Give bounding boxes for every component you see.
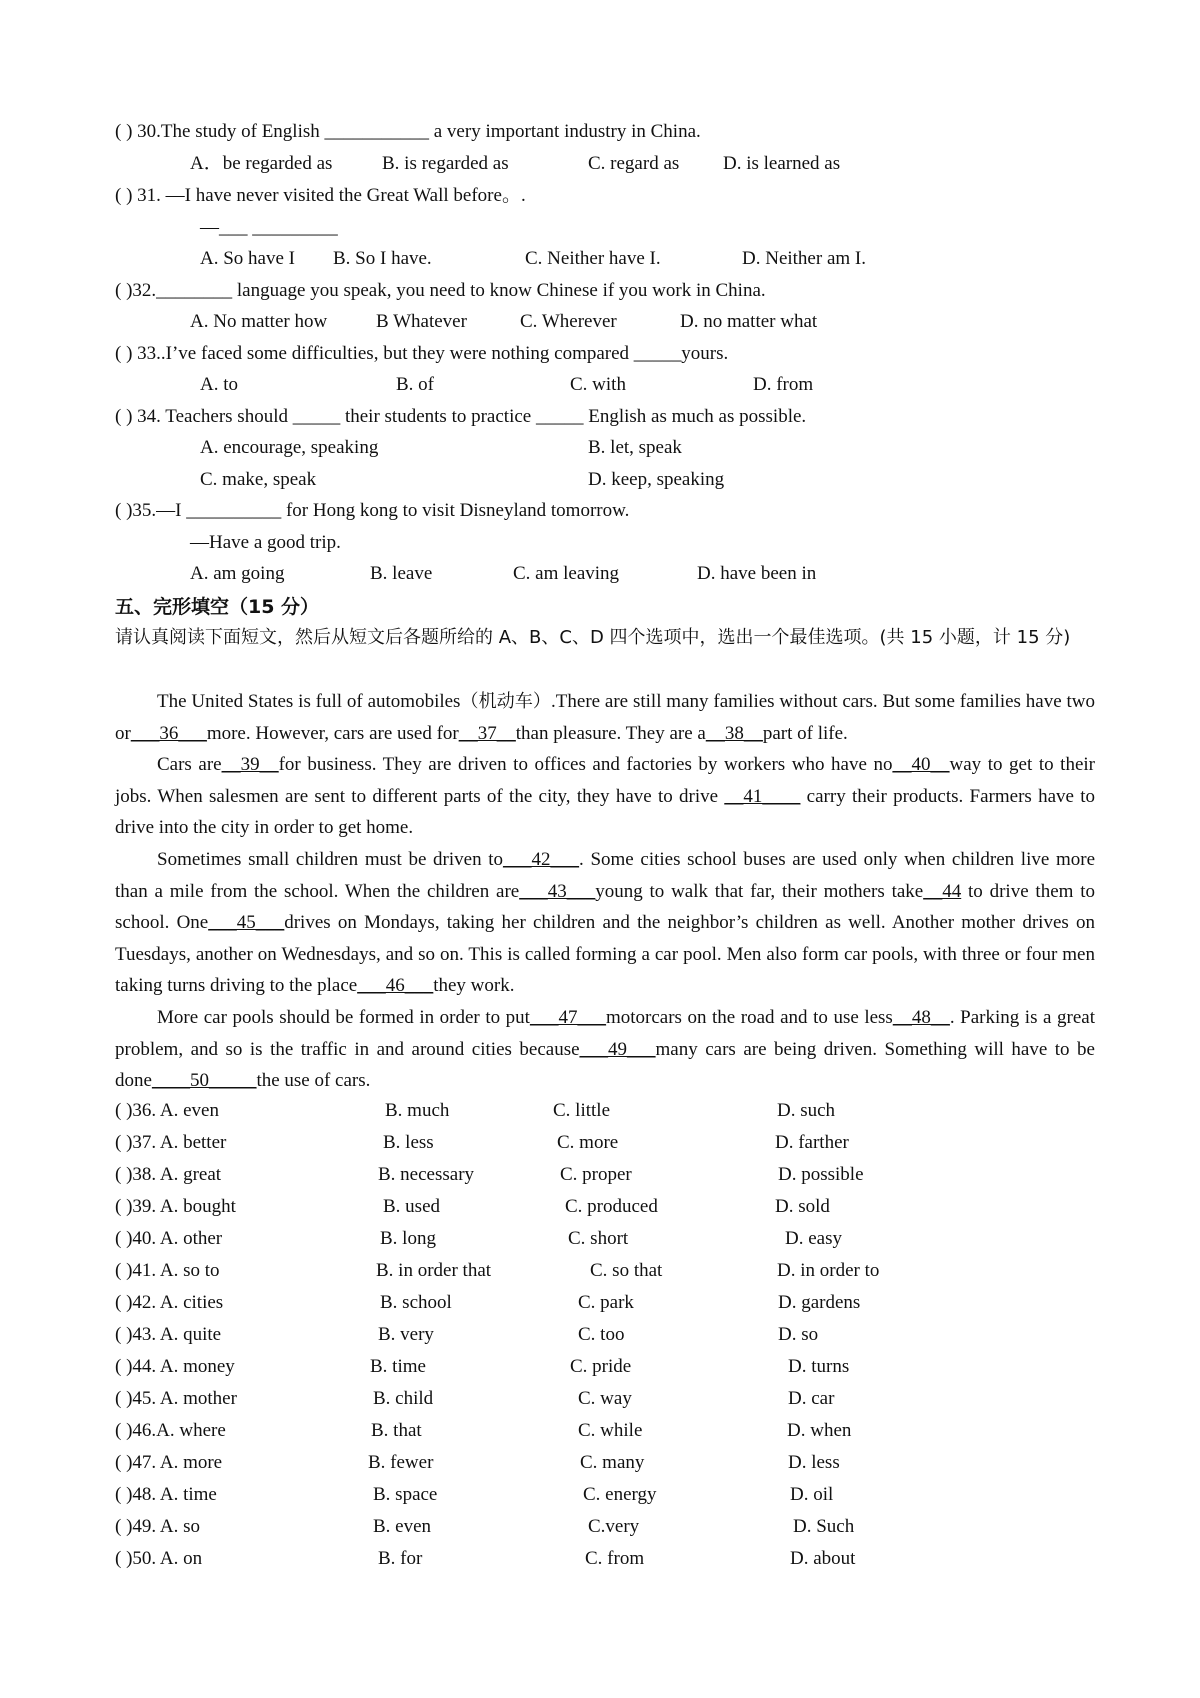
cloze-45-option-a: ( )45. A. mother xyxy=(115,1388,237,1409)
cloze-43-option-d: D. so xyxy=(778,1324,819,1345)
cloze-42-option-d: D. gardens xyxy=(778,1292,861,1313)
cloze-41-option-d: D. in order to xyxy=(777,1260,880,1281)
q32-option-a: A. No matter how xyxy=(190,311,328,332)
cloze-42-option-a: ( )42. A. cities xyxy=(115,1292,224,1313)
section-instruction: 请认真阅读下面短文，然后从短文后各题所给的 A、B、C、D 四个选项中，选出一个最佳选项。(共 15 小题，计 15 分) xyxy=(115,627,1071,648)
passage-paragraph-3: Sometimes small children must be driven to___42___. Some cities school buses are used only when children live more than a mile from the school. When the children are___43___young to walk that far, their mothers take__44 to drive them to school. One___45___drives on Mondays, taking her children and the neighbor’s children as well. Another mother drives on Tuesdays, another on Wednesdays, and so on. This is called forming a car pool. Men also form car pools, with three or four men taking turns driving to the place___46___they work. xyxy=(115,848,1095,997)
cloze-46-option-c: C. while xyxy=(578,1420,643,1441)
q33-option-a: A. to xyxy=(200,374,238,395)
cloze-36-option-a: ( )36. A. even xyxy=(115,1100,219,1121)
q34-option-a: A. encourage, speaking xyxy=(200,437,379,458)
cloze-50-option-a: ( )50. A. on xyxy=(115,1548,203,1569)
cloze-38-option-a: ( )38. A. great xyxy=(115,1164,222,1185)
cloze-50-option-b: B. for xyxy=(378,1548,423,1569)
blank-37: __37__ xyxy=(458,722,516,744)
cloze-40-option-a: ( )40. A. other xyxy=(115,1228,223,1249)
q34-option-c: C. make, speak xyxy=(200,469,317,490)
q30-option-d: D. is learned as xyxy=(723,153,841,174)
q35-reply: —Have a good trip. xyxy=(190,532,341,553)
cloze-49-option-c: C.very xyxy=(588,1516,640,1537)
blank-48: __48__ xyxy=(892,1006,950,1028)
cloze-40-option-c: C. short xyxy=(568,1228,629,1249)
q32-option-d: D. no matter what xyxy=(680,311,818,332)
cloze-47-option-d: D. less xyxy=(788,1452,840,1473)
question-33-stem: ( ) 33..I’ve faced some difficulties, but they were nothing compared _____yours. xyxy=(115,343,729,364)
blank-40: __40__ xyxy=(892,754,950,776)
cloze-39-option-d: D. sold xyxy=(775,1196,830,1217)
question-34-stem: ( ) 34. Teachers should _____ their students to practice _____ English as much as possible. xyxy=(115,406,807,427)
cloze-41-option-a: ( )41. A. so to xyxy=(115,1260,220,1281)
cloze-36-option-b: B. much xyxy=(385,1100,450,1121)
q35-option-c: C. am leaving xyxy=(513,563,620,584)
cloze-42-option-c: C. park xyxy=(578,1292,634,1313)
cloze-44-option-a: ( )44. A. money xyxy=(115,1356,235,1377)
q31-option-d: D. Neither am I. xyxy=(742,248,866,269)
cloze-40-option-d: D. easy xyxy=(785,1228,842,1249)
cloze-47-option-b: B. fewer xyxy=(368,1452,434,1473)
cloze-48-option-b: B. space xyxy=(373,1484,438,1505)
cloze-38-option-d: D. possible xyxy=(778,1164,864,1185)
cloze-37-option-c: C. more xyxy=(557,1132,619,1153)
cloze-46-option-a: ( )46.A. where xyxy=(115,1420,226,1441)
q30-option-b: B. is regarded as xyxy=(382,153,509,174)
blank-44: __44 xyxy=(923,880,962,902)
q35-option-b: B. leave xyxy=(370,563,433,584)
blank-38: __38__ xyxy=(705,722,763,744)
cloze-40-option-b: B. long xyxy=(380,1228,436,1249)
blank-49: ___49___ xyxy=(579,1038,656,1060)
cloze-48-option-c: C. energy xyxy=(583,1484,657,1505)
cloze-44-option-b: B. time xyxy=(370,1356,426,1377)
section-title: 五、完形填空（15 分） xyxy=(115,596,320,618)
cloze-36-option-d: D. such xyxy=(777,1100,836,1121)
cloze-45-option-d: D. car xyxy=(788,1388,835,1409)
cloze-42-option-b: B. school xyxy=(380,1292,452,1313)
cloze-37-option-a: ( )37. A. better xyxy=(115,1132,227,1153)
question-30-stem: ( ) 30.The study of English ___________ a very important industry in China. xyxy=(115,121,701,142)
q32-option-b: B Whatever xyxy=(376,311,467,332)
q33-option-c: C. with xyxy=(570,374,626,395)
cloze-43-option-c: C. too xyxy=(578,1324,625,1345)
blank-46: ___46___ xyxy=(357,975,434,997)
cloze-41-option-c: C. so that xyxy=(590,1260,663,1281)
cloze-39-option-b: B. used xyxy=(383,1196,440,1217)
passage-paragraph-4: More car pools should be formed in order to put___47___motorcars on the road and to use less__48__. Parking is a great problem, and so is the traffic in and around cities because___49___many cars are being driven. Something will have to be done____50_____the use of cars. xyxy=(115,1006,1095,1092)
cloze-49-option-d: D. Such xyxy=(793,1516,855,1537)
cloze-37-option-d: D. farther xyxy=(775,1132,849,1153)
cloze-50-option-c: C. from xyxy=(585,1548,645,1569)
q31-option-a: A. So have I xyxy=(200,248,295,269)
cloze-41-option-b: B. in order that xyxy=(376,1260,492,1281)
cloze-44-option-d: D. turns xyxy=(788,1356,850,1377)
cloze-44-option-c: C. pride xyxy=(570,1356,632,1377)
cloze-46-option-d: D. when xyxy=(787,1420,852,1441)
cloze-39-option-a: ( )39. A. bought xyxy=(115,1196,236,1217)
cloze-47-option-c: C. many xyxy=(580,1452,645,1473)
q30-option-c: C. regard as xyxy=(588,153,680,174)
q34-option-d: D. keep, speaking xyxy=(588,469,725,490)
question-31-stem: ( ) 31. —I have never visited the Great Wall before。. xyxy=(115,185,526,206)
blank-41: __41____ xyxy=(724,785,801,807)
cloze-43-option-b: B. very xyxy=(378,1324,434,1345)
cloze-48-option-a: ( )48. A. time xyxy=(115,1484,217,1505)
cloze-passage xyxy=(115,686,1095,1097)
question-32-stem: ( )32.________ language you speak, you need to know Chinese if you work in China. xyxy=(115,280,766,301)
blank-43: ___43___ xyxy=(519,880,596,902)
cloze-49-option-b: B. even xyxy=(373,1516,432,1537)
cloze-45-option-b: B. child xyxy=(373,1388,434,1409)
q31-option-b: B. So I have. xyxy=(333,248,432,269)
cloze-37-option-b: B. less xyxy=(383,1132,434,1153)
q35-option-a: A. am going xyxy=(190,563,285,584)
q31-reply: —___ _________ xyxy=(200,217,338,238)
cloze-36-option-c: C. little xyxy=(553,1100,610,1121)
cloze-38-option-c: C. proper xyxy=(560,1164,632,1185)
q32-option-c: C. Wherever xyxy=(520,311,617,332)
cloze-49-option-a: ( )49. A. so xyxy=(115,1516,200,1537)
passage-paragraph-2: Cars are__39__for business. They are driven to offices and factories by workers who have no__40__way to get to their jobs. When salesmen are sent to different parts of the city, they have to drive __41____ carry their products. Farmers have to drive into the city in order to get home. xyxy=(115,754,1096,839)
q33-option-d: D. from xyxy=(753,374,814,395)
q33-option-b: B. of xyxy=(396,374,434,395)
passage-paragraph-1: The United States is full of automobiles（机动车）.There are still many families without cars. But some families have two or___36___more. However, cars are used for__37__than pleasure. They are a__38__part of life. xyxy=(115,691,1095,744)
cloze-43-option-a: ( )43. A. quite xyxy=(115,1324,222,1345)
blank-45: ___45___ xyxy=(208,912,285,934)
blank-36: ___36___ xyxy=(130,722,207,744)
question-35-stem: ( )35.—I __________ for Hong kong to visit Disneyland tomorrow. xyxy=(115,500,630,521)
q30-option-a: A．be regarded as xyxy=(190,153,333,174)
q31-option-c: C. Neither have I. xyxy=(525,248,661,269)
q35-option-d: D. have been in xyxy=(697,563,817,584)
cloze-39-option-c: C. produced xyxy=(565,1196,658,1217)
blank-47: ___47___ xyxy=(529,1006,606,1028)
blank-42: ___42___ xyxy=(503,848,580,870)
cloze-48-option-d: D. oil xyxy=(790,1484,834,1505)
q34-option-b: B. let, speak xyxy=(588,437,682,458)
blank-50: ____50_____ xyxy=(151,1070,257,1092)
cloze-47-option-a: ( )47. A. more xyxy=(115,1452,223,1473)
cloze-46-option-b: B. that xyxy=(371,1420,422,1441)
cloze-45-option-c: C. way xyxy=(578,1388,632,1409)
cloze-50-option-d: D. about xyxy=(790,1548,856,1569)
blank-39: __39__ xyxy=(221,754,279,776)
cloze-38-option-b: B. necessary xyxy=(378,1164,475,1185)
